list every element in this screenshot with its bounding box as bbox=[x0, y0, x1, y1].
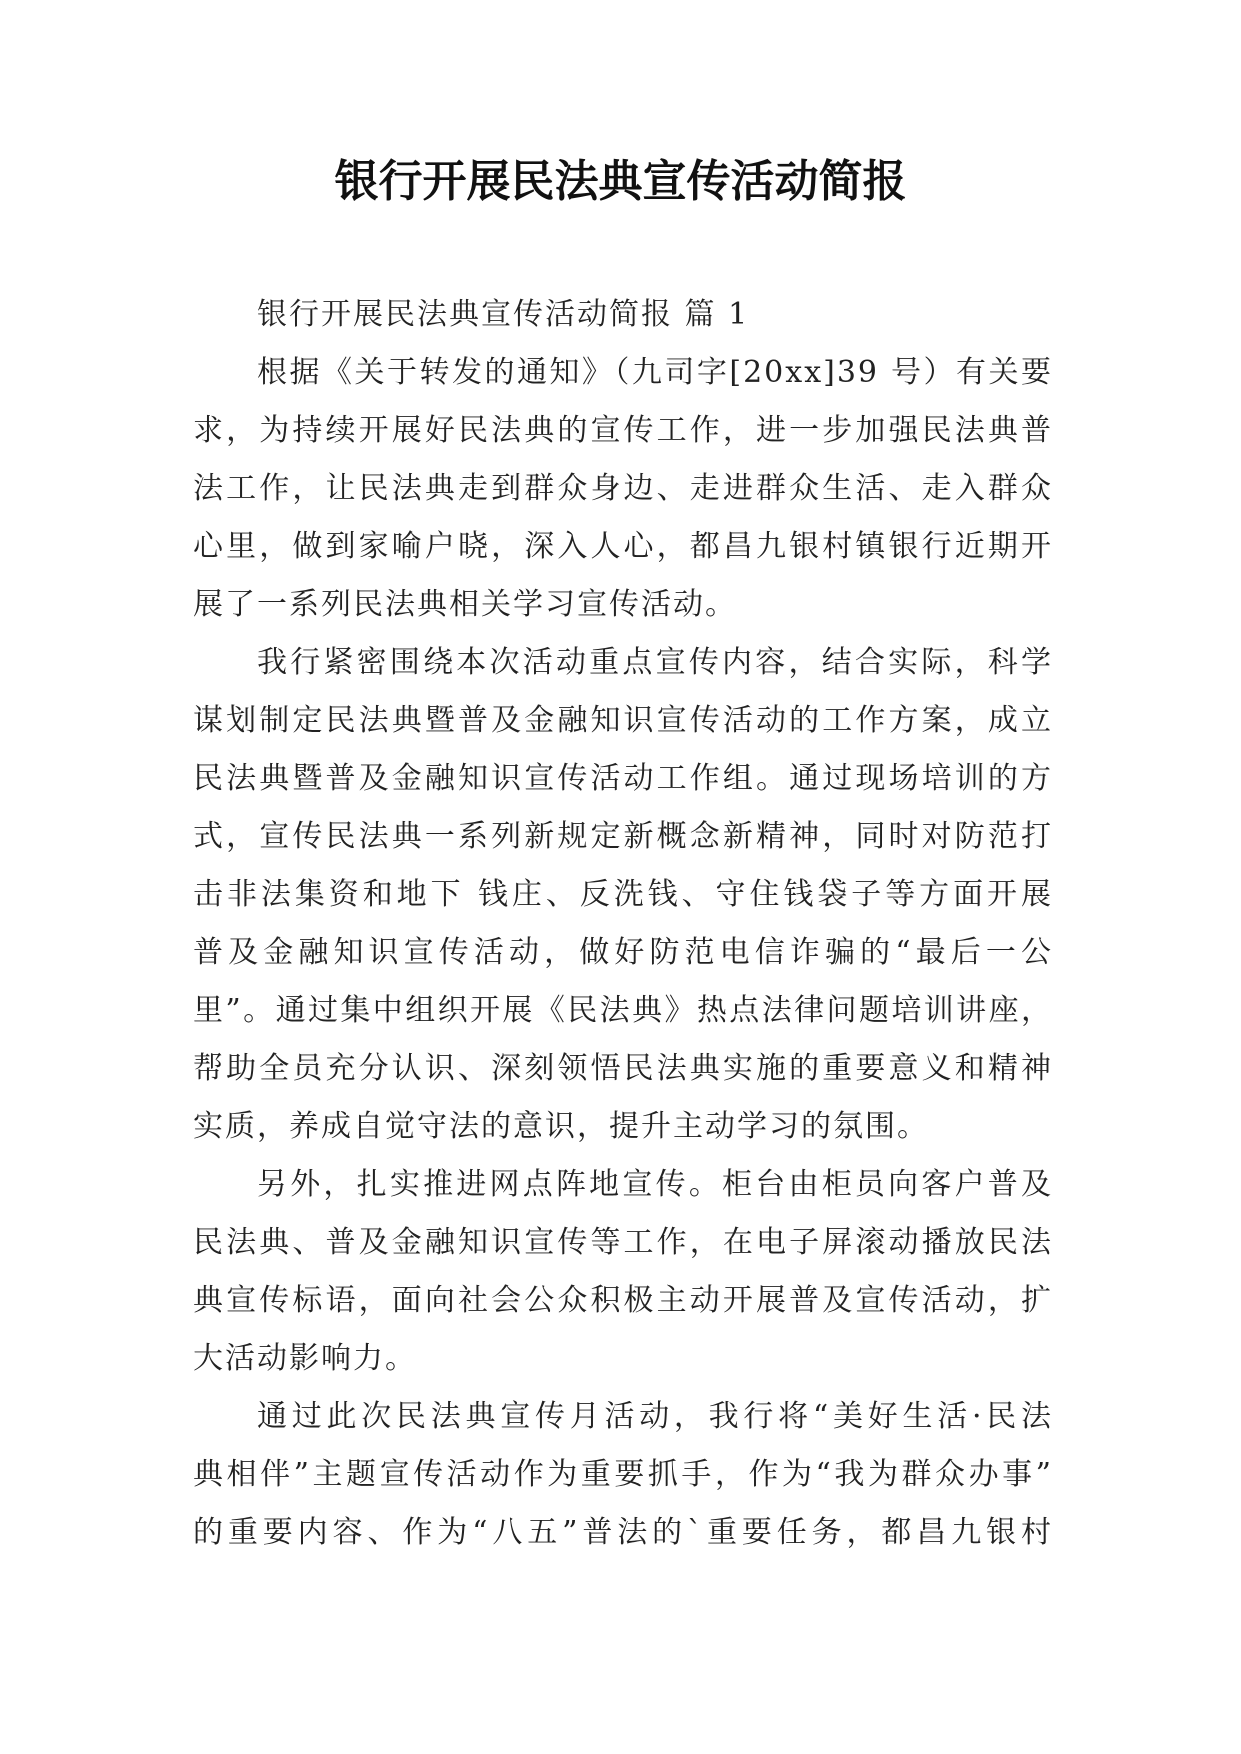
paragraph-line: 帮助全员充分认识、深刻领悟民法典实施的重要意义和精神 bbox=[193, 1051, 1053, 1086]
paragraph-line: 通过此次民法典宣传月活动，我行将“美好生活·民法 bbox=[257, 1399, 1053, 1434]
document-body bbox=[193, 286, 1053, 1562]
paragraph-line: 谋划制定民法典暨普及金融知识宣传活动的工作方案，成立 bbox=[193, 703, 1053, 738]
section-heading: 银行开展民法典宣传活动简报 篇 1 bbox=[257, 297, 750, 332]
paragraph-line: 击非法集资和地下 钱庄、反洗钱、守住钱袋子等方面开展 bbox=[193, 877, 1053, 912]
document-title: 银行开展民法典宣传活动简报 bbox=[334, 156, 907, 207]
paragraph-line: 心里，做到家喻户晓，深入人心，都昌九银村镇银行近期开 bbox=[193, 529, 1053, 564]
paragraph-line: 法工作，让民法典走到群众身边、走进群众生活、走入群众 bbox=[193, 471, 1053, 506]
paragraph-line: 实质，养成自觉守法的意识，提升主动学习的氛围。 bbox=[193, 1109, 929, 1144]
paragraph-line: 里”。通过集中组织开展《民法典》热点法律问题培训讲座， bbox=[193, 993, 1053, 1028]
paragraph-line: 我行紧密围绕本次活动重点宣传内容，结合实际，科学 bbox=[257, 645, 1053, 680]
paragraph-line: 求，为持续开展好民法典的宣传工作，进一步加强民法典普 bbox=[193, 413, 1053, 448]
paragraph-line: 的重要内容、作为“八五”普法的`重要任务，都昌九银村 bbox=[193, 1515, 1053, 1550]
paragraph-line: 式，宣传民法典一系列新规定新概念新精神，同时对防范打 bbox=[193, 819, 1053, 854]
paragraph-line: 另外，扎实推进网点阵地宣传。柜台由柜员向客户普及 bbox=[257, 1167, 1053, 1202]
paragraph-line: 大活动影响力。 bbox=[193, 1341, 417, 1376]
paragraph-line: 展了一系列民法典相关学习宣传活动。 bbox=[193, 587, 737, 622]
paragraph-line: 根据《关于转发的通知》（九司字[20xx]39 号）有关要 bbox=[257, 355, 1053, 390]
paragraph-line: 民法典、普及金融知识宣传等工作，在电子屏滚动播放民法 bbox=[193, 1225, 1053, 1260]
paragraph-line: 民法典暨普及金融知识宣传活动工作组。通过现场培训的方 bbox=[193, 761, 1053, 796]
paragraph-line: 典相伴”主题宣传活动作为重要抓手，作为“我为群众办事” bbox=[193, 1457, 1053, 1492]
paragraph-line: 典宣传标语，面向社会公众积极主动开展普及宣传活动，扩 bbox=[193, 1283, 1053, 1318]
paragraph-line: 普及金融知识宣传活动，做好防范电信诈骗的“最后一公 bbox=[193, 935, 1053, 970]
